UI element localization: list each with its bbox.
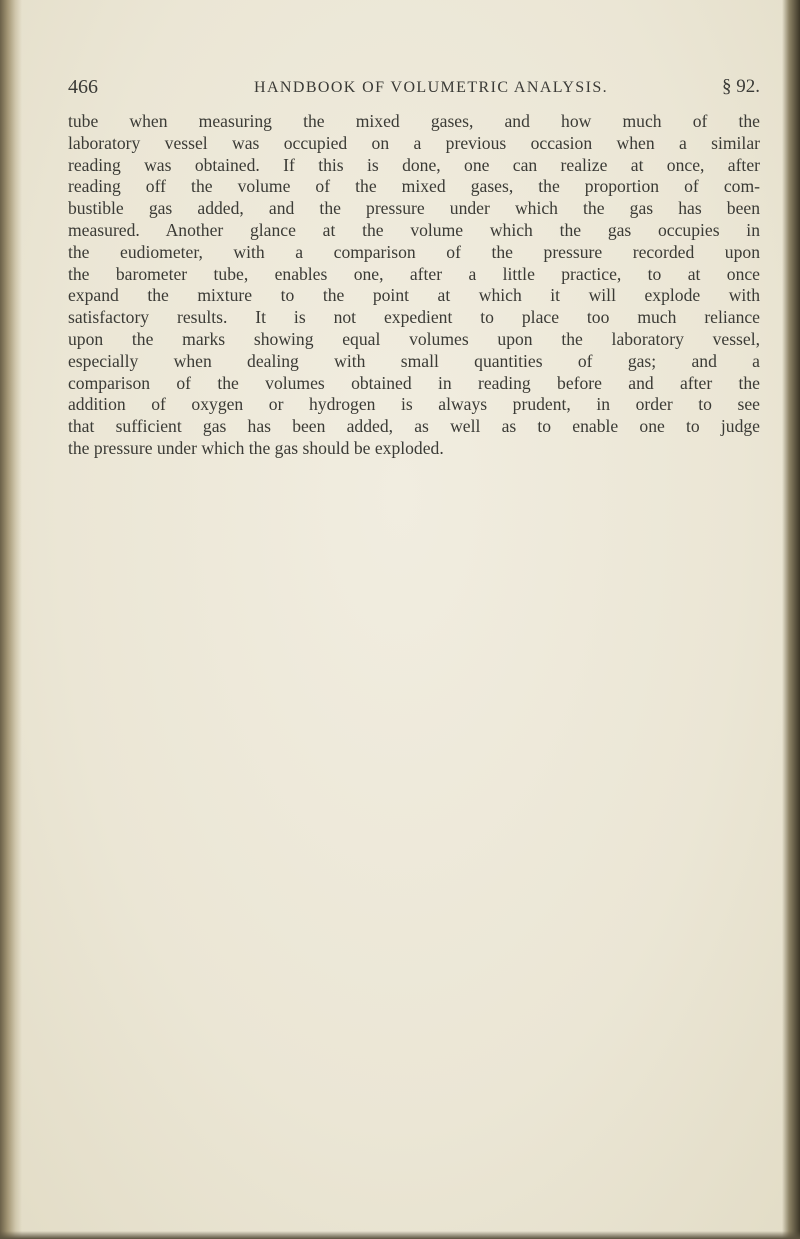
text-line: bustible gas added, and the pressure under which the gas has been xyxy=(68,198,760,219)
text-line: measured. Another glance at the volume which the gas occupies in xyxy=(68,219,760,240)
text-line: comparison of the volumes obtained in reading before and after the xyxy=(68,372,760,393)
text-line: the pressure under which the gas should be exploded. xyxy=(68,437,444,458)
text-line: the eudiometer, with a comparison of the pressure recorded upon xyxy=(68,241,760,262)
body-paragraph xyxy=(68,111,760,460)
running-head xyxy=(68,76,760,100)
running-title: HANDBOOK OF VOLUMETRIC ANALYSIS. xyxy=(254,79,609,96)
text-line: reading was obtained. If this is done, one can realize at once, after xyxy=(68,154,760,175)
text-line: upon the marks showing equal volumes upon the laboratory vessel, xyxy=(68,328,760,349)
page-bottom-edge xyxy=(0,1231,800,1239)
text-line: the barometer tube, enables one, after a little practice, to at once xyxy=(68,263,760,284)
text-line: satisfactory results. It is not expedient to place too much reliance xyxy=(68,307,760,328)
page-number: 466 xyxy=(68,76,98,98)
text-line: laboratory vessel was occupied on a previous occasion when a similar xyxy=(68,132,760,153)
text-line: tube when measuring the mixed gases, and how much of the xyxy=(68,111,760,131)
text-line: expand the mixture to the point at which it will explode with xyxy=(68,285,760,306)
text-line: reading off the volume of the mixed gases, the proportion of com- xyxy=(68,176,760,197)
adjacent-page-edge xyxy=(782,0,800,1239)
page-binding-shadow xyxy=(0,0,22,1239)
text-line: addition of oxygen or hydrogen is always prudent, in order to see xyxy=(68,394,760,415)
text-line: especially when dealing with small quantities of gas; and a xyxy=(68,350,760,371)
text-line: that sufficient gas has been added, as well as to enable one to judge xyxy=(68,416,760,437)
section-number: § 92. xyxy=(722,76,760,97)
